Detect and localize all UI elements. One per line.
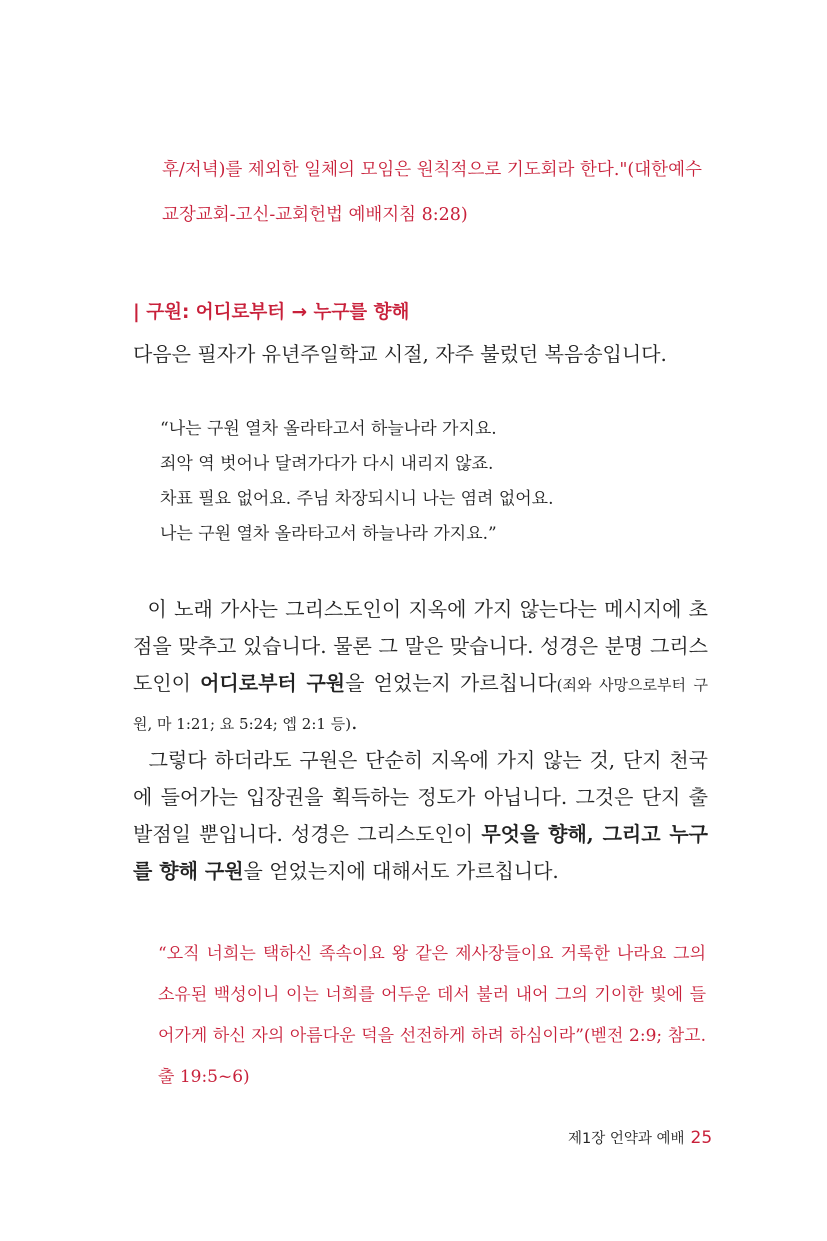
reference-note: (죄와 사망으로부터 구원, 마 1:21; 요 5:24; 엡 2:1 등): [133, 676, 708, 733]
top-quote-line: 후/저녁)를 제외한 일체의 모임은 원칙적으로 기도회라 한다."(대한예수: [162, 160, 702, 180]
lyric-line: 나는 구원 열차 올라타고서 하늘나라 가지요.”: [160, 524, 497, 544]
song-lyrics: [160, 412, 554, 552]
paragraph-text: 을 얻었는지에 대해서도 가르칩니다.: [243, 859, 559, 883]
scripture-quote: “오직 너희는 택하신 족속이요 왕 같은 제사장들이요 거룩한 나라요 그의 소유된 백성이니 이는 너희를 어두운 데서 불러 내어 그의 기이한 빛에 들어가게 하신 자의 아름다운 덕을 선전하게 하려 하심이라”(벧전 2:9; 참고. 출 19:5~6): [158, 944, 706, 1087]
chapter-title: 제1장 언약과 예배: [568, 1131, 685, 1147]
top-quote-continuation: [162, 148, 702, 238]
paragraph-text: .: [351, 710, 358, 734]
page-number: 25: [690, 1128, 713, 1148]
paragraph-text: 을 얻었는지 가르칩니다: [345, 671, 557, 695]
body-paragraph-2: [133, 742, 708, 890]
section-heading: | 구원: 어디로부터 → 누구를 향해: [133, 302, 410, 323]
body-paragraph-1: [133, 591, 708, 743]
paragraph-text: 이 노래 가사는 그리스도인이 지옥에 가지 않는다는 메시지에 초점을 맞추고 있습니다. 물론 그 말은 맞습니다. 성경은 분명 그리스도인이: [133, 597, 709, 695]
emphasis-text: 어디로부터 구원: [200, 671, 346, 695]
paragraph-text: 그렇다 하더라도 구원은 단순히 지옥에 가지 않는 것, 단지 천국에 들어가는 입장권을 획득하는 정도가 아닙니다. 그것은 단지 출발점일 뿐입니다. 성경은 그리스도인이: [133, 748, 708, 846]
lyric-line: 차표 필요 없어요. 주님 차장되시니 나는 염려 없어요.: [160, 489, 554, 509]
lyric-line: 죄악 역 벗어나 달려가다가 다시 내리지 않죠.: [160, 454, 494, 474]
section-intro: 다음은 필자가 유년주일학교 시절, 자주 불렀던 복음송입니다.: [133, 342, 667, 366]
top-quote-line: 교장교회-고신-교회헌법 예배지침 8:28): [162, 205, 468, 225]
page-footer: [568, 1127, 712, 1148]
emphasis-text: 무엇을 향해, 그리고 누구를 향해 구원: [133, 822, 708, 883]
lyric-line: “나는 구원 열차 올라타고서 하늘나라 가지요.: [160, 419, 497, 439]
